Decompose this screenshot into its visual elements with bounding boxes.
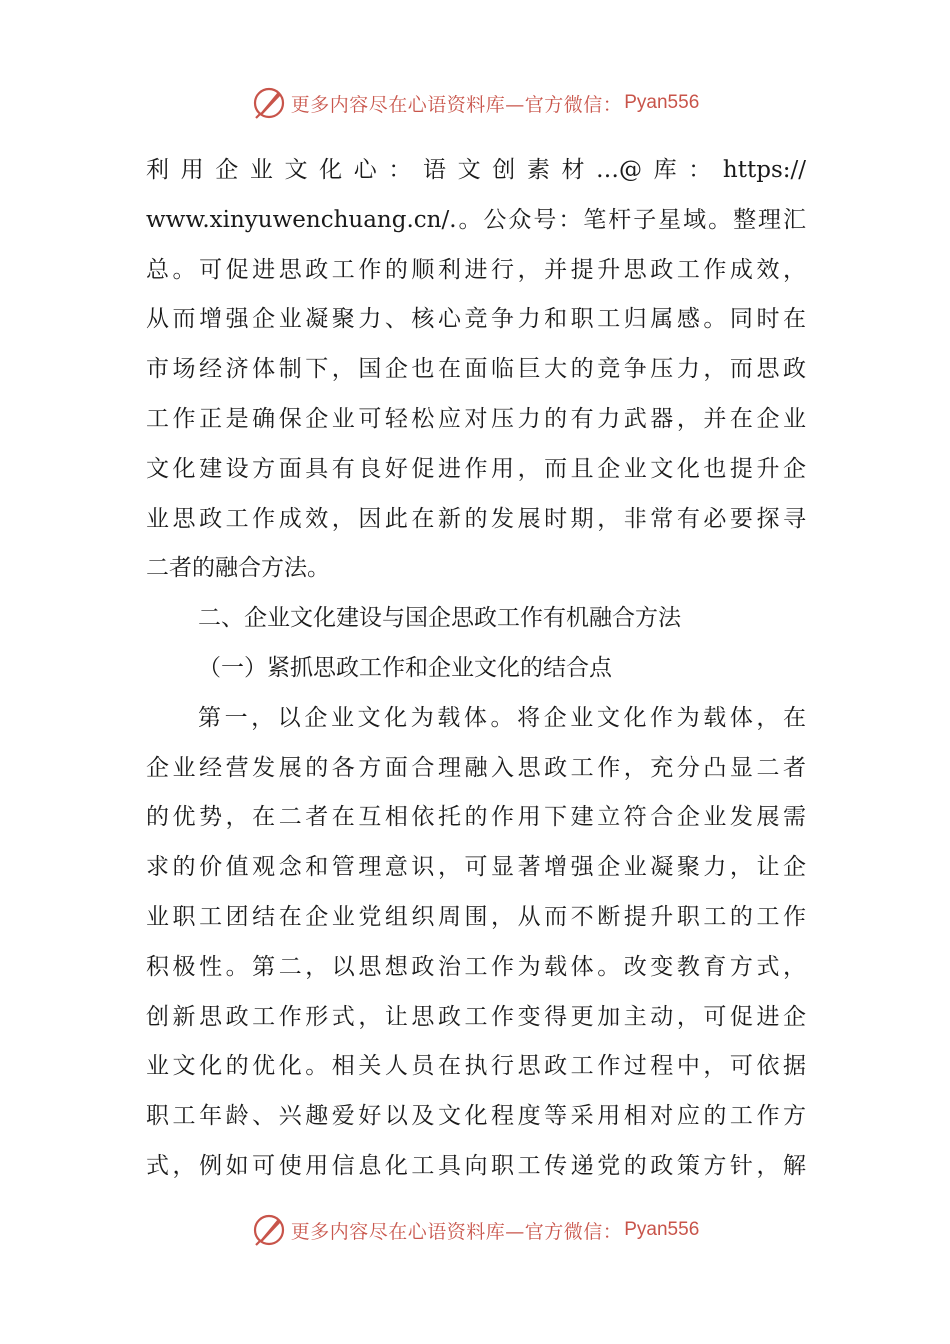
body-line: 文化建设方面具有良好促进作用，而且企业文化也提升企 bbox=[146, 455, 806, 482]
body-line: 业文化的优化。相关人员在执行思政工作过程中，可依据 bbox=[146, 1053, 806, 1080]
header-banner bbox=[0, 80, 950, 126]
body-line: www.xinyuwenchuang.cn/.。公众号：笔杆子星域。整理汇 bbox=[146, 206, 806, 233]
body-line: 从而增强企业凝聚力、核心竞争力和职工归属感。同时在 bbox=[146, 306, 806, 333]
body-line: 企业经营发展的各方面合理融入思政工作，充分凸显二者 bbox=[146, 754, 806, 781]
quill-logo-icon bbox=[251, 85, 287, 121]
body-line: 业思政工作成效，因此在新的发展时期，非常有必要探寻 bbox=[146, 505, 806, 532]
body-line: 二者的融合方法。 bbox=[146, 555, 330, 582]
body-line: 创新思政工作形式，让思政工作变得更加主动，可促进企 bbox=[146, 1003, 806, 1030]
footer-wechat-id: Pyan556 bbox=[624, 1219, 700, 1240]
body-line: 利用企业文化心：语文创素材…@库：https:// bbox=[146, 157, 806, 183]
footer-banner bbox=[0, 1207, 950, 1253]
body-line: 业职工团结在企业党组织周围，从而不断提升职工的工作 bbox=[146, 903, 806, 930]
body-line: 第一，以企业文化为载体。将企业文化作为载体，在 bbox=[198, 704, 806, 731]
quill-logo-icon bbox=[251, 1212, 287, 1248]
section-heading: 二、企业文化建设与国企思政工作有机融合方法 bbox=[198, 605, 681, 632]
body-line: 工作正是确保企业可轻松应对压力的有力武器，并在企业 bbox=[146, 405, 806, 432]
subsection-heading: （一）紧抓思政工作和企业文化的结合点 bbox=[198, 654, 612, 681]
body-line: 的优势，在二者在互相依托的作用下建立符合企业发展需 bbox=[146, 804, 806, 831]
body-line: 积极性。第二，以思想政治工作为载体。改变教育方式， bbox=[146, 953, 806, 980]
header-banner-text: 更多内容尽在心语资料库—官方微信： bbox=[290, 93, 623, 116]
body-line: 职工年龄、兴趣爱好以及文化程度等采用相对应的工作方 bbox=[146, 1103, 806, 1130]
body-line: 总。可促进思政工作的顺利进行，并提升思政工作成效， bbox=[146, 256, 806, 283]
footer-banner-text: 更多内容尽在心语资料库—官方微信： bbox=[290, 1220, 623, 1243]
header-wechat-id: Pyan556 bbox=[624, 92, 700, 113]
body-line: 式，例如可使用信息化工具向职工传递党的政策方针，解 bbox=[146, 1152, 806, 1179]
document-body bbox=[146, 146, 806, 1192]
body-line: 求的价值观念和管理意识，可显著增强企业凝聚力，让企 bbox=[146, 854, 806, 881]
body-line: 市场经济体制下，国企也在面临巨大的竞争压力，而思政 bbox=[146, 356, 806, 383]
